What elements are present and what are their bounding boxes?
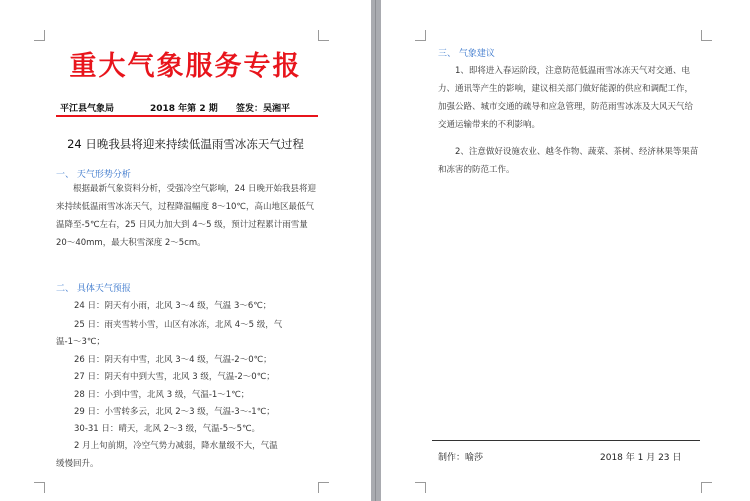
forecast-line: 29 日：小雪转多云，北风 2～3 级，气温-3～-1℃； xyxy=(74,407,275,417)
document-page-1 xyxy=(0,0,371,501)
advice-item-2: 2、注意做好设施农业、越冬作物、蔬菜、茶树、经济林果等果苗和冻害的防范工作。 xyxy=(438,147,699,175)
forecast-line: 温-1～3℃； xyxy=(56,337,105,347)
forecast-line: 28 日：小到中雪，北风 3 级，气温-1～1℃； xyxy=(74,390,250,400)
forecast-line: 27 日：阴天有中到大雪，北风 3 级，气温-2～0℃； xyxy=(74,372,275,382)
section-heading: 二、 具体天气预报 xyxy=(56,284,131,294)
meta-signer: 签发：吴湘平 xyxy=(236,104,291,114)
section-heading: 一、 天气形势分析 xyxy=(56,170,131,180)
crop-mark xyxy=(318,482,329,493)
forecast-line: 2 月上旬前期，冷空气势力减弱，降水量级不大，气温 xyxy=(74,441,278,451)
crop-mark xyxy=(415,482,426,493)
forecast-line: 26 日：阴天有中雪，北风 3～4 级，气温-2～0℃； xyxy=(74,355,272,365)
crop-mark xyxy=(318,30,329,41)
page-gutter xyxy=(371,0,381,501)
section-paragraph: 根据最新气象资料分析，受强冷空气影响，24 日晚开始我县将迎来持续低温雨雪冰冻天气，过程降温幅度 8～10℃，高山地区最低气温降至-5℃左右，25 日风力加大到 4～5 级，预计过程累计雨雪量 20～40mm，最大积雪深度 2～5cm。 xyxy=(56,184,317,248)
red-divider xyxy=(56,115,318,117)
crop-mark xyxy=(415,30,426,41)
masthead-title: 重大气象服务专报 xyxy=(69,51,302,82)
forecast-line: 24 日：阴天有小雨，北风 3～4 级，气温 3～6℃； xyxy=(74,301,272,311)
footer-divider xyxy=(432,440,700,441)
crop-mark xyxy=(34,482,45,493)
forecast-line: 25 日：雨夹雪转小雪，山区有冰冻，北风 4～5 级，气 xyxy=(74,320,283,330)
footer-date: 2018 年 1 月 23 日 xyxy=(600,453,682,463)
crop-mark xyxy=(34,30,45,41)
meta-issue: 2018 年第 2 期 xyxy=(150,104,218,114)
forecast-line: 30-31 日：晴天，北风 2～3 级，气温-5～5℃。 xyxy=(74,424,261,434)
section-heading: 三、 气象建议 xyxy=(438,49,495,59)
crop-mark xyxy=(701,30,712,41)
advice-item-1: 1、即将进入春运阶段，注意防范低温雨雪冰冻天气对交通、电力、通讯等产生的影响，建议相关部门做好能源的供应和调配工作，加强公路、城市交通的疏导和应急管理，防范雨雪冰冻及大风天气给交通运输带来的不利影响。 xyxy=(438,66,694,130)
forecast-line: 缓慢回升。 xyxy=(56,459,99,469)
document-title: 24 日晚我县将迎来持续低温雨雪冰冻天气过程 xyxy=(67,137,304,151)
document-page-2 xyxy=(381,0,750,501)
meta-bureau: 平江县气象局 xyxy=(60,104,115,114)
footer-author: 制作：喻莎 xyxy=(438,453,484,463)
crop-mark xyxy=(701,482,712,493)
